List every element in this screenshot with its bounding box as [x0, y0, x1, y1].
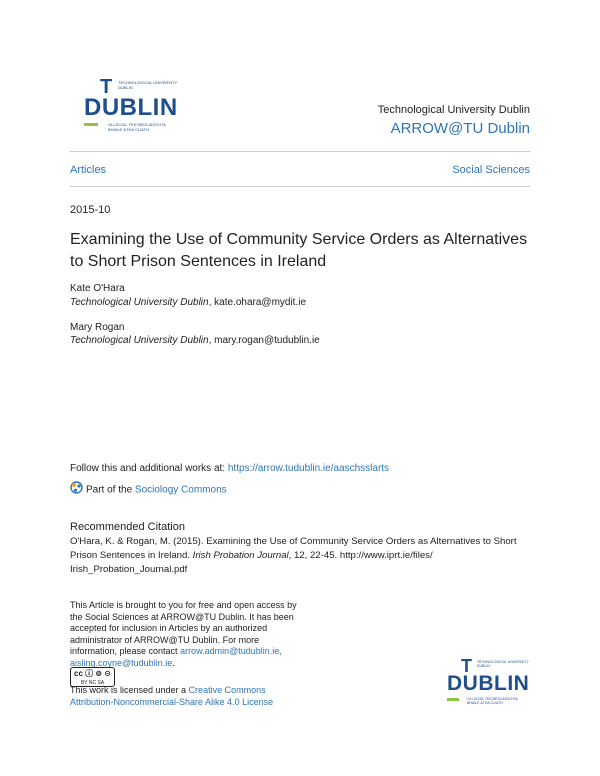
publication-date: 2015-10: [70, 204, 111, 216]
collection-url-link[interactable]: https://arrow.tudublin.ie/aaschsslarts: [227, 463, 390, 474]
articles-link[interactable]: Articles: [70, 164, 107, 176]
logo-tagline: TECHNOLOGICAL UNIVERSITY DUBLIN: [477, 660, 529, 668]
network-icon: [70, 481, 83, 499]
sociology-commons-link[interactable]: Sociology Commons: [134, 484, 227, 496]
author-email: kate.ohara@mydit.ie: [214, 297, 307, 308]
access-note-text: information, please contact: [70, 646, 181, 656]
access-note-line: This Article is brought to you for free and open access by: [70, 600, 297, 610]
author-affiliation-line: [70, 334, 320, 348]
access-note-line: [70, 646, 320, 658]
divider-top: [70, 151, 530, 152]
access-note-line: the Social Sciences at ARROW@TU Dublin. It has been: [70, 611, 294, 622]
tu-dublin-logo-bottom[interactable]: [447, 658, 537, 706]
cc-badge-symbols: cc ⓘ ⊜ ⊝: [74, 669, 111, 678]
access-note: [70, 600, 320, 669]
author-email: mary.rogan@tudublin.ie: [214, 335, 320, 346]
license-name-link[interactable]: Attribution-Noncommercial-Share Alike 4.0 License: [70, 697, 274, 707]
contact-email-link[interactable]: aisling.coyne@tudublin.ie: [70, 657, 173, 668]
logo-accent-bar: [84, 123, 98, 126]
logo-accent-bar: [447, 698, 459, 701]
citation-text: , 12, 22-45. http://www.iprt.ie/files/: [288, 550, 433, 561]
citation-text: Prison Sentences in Ireland.: [70, 550, 193, 561]
cc-badge-box: [70, 667, 115, 687]
creative-commons-link[interactable]: Creative Commons: [188, 685, 266, 695]
citation-line1: O'Hara, K. & Rogan, M. (2015). Examining the Use of Community Service Orders as Alternatives to Short: [70, 536, 517, 547]
logo-tagline: TECHNOLOGICAL UNIVERSITY DUBLIN: [118, 80, 178, 90]
logo-tagline-irish: OLLSCOIL TEICNEOLAÍOCHTA BHAILE ÁTHA CLIATH: [108, 122, 166, 132]
contact-email-link[interactable]: arrow.admin@tudublin.ie,: [180, 646, 282, 656]
logo-wordmark: DUBLIN: [84, 94, 178, 121]
access-note-text: .: [172, 657, 175, 668]
article-title-line2: to Short Prison Sentences in Ireland: [70, 253, 327, 270]
author-affiliation: Technological University Dublin: [70, 335, 209, 346]
follow-prefix: Follow this and additional works at:: [70, 463, 228, 474]
access-note-line: administrator of ARROW@TU Dublin. For more: [70, 634, 260, 645]
author-name: Kate O'Hara: [70, 283, 125, 294]
repository-link[interactable]: ARROW@TU Dublin: [390, 120, 530, 137]
logo-tagline-irish: OLLSCOIL TEICNEOLAÍOCHTA BHAILE ÁTHA CLIATH: [467, 697, 518, 705]
part-of-prefix: Part of the: [86, 484, 135, 496]
social-sciences-link[interactable]: Social Sciences: [452, 164, 530, 176]
article-title-line1: Examining the Use of Community Service Orders as Alternatives: [70, 231, 528, 248]
citation-line3: Irish_Probation_Journal.pdf: [70, 564, 188, 575]
logo-wordmark: DUBLIN: [447, 672, 530, 695]
cc-badge-sub: BY NC SA: [80, 680, 105, 686]
license-prefix: This work is licensed under a: [70, 685, 189, 695]
divider-bottom: [70, 186, 530, 187]
author-affiliation-line: [70, 296, 306, 310]
separator: ,: [208, 297, 215, 308]
access-note-line: accepted for inclusion in Articles by an authorized: [70, 623, 268, 633]
logo-t-letter: T: [461, 656, 472, 676]
citation-line2: [70, 549, 433, 563]
follow-line: [70, 462, 389, 476]
journal-name: Irish Probation Journal: [192, 550, 289, 561]
author-name: Mary Rogan: [70, 322, 125, 333]
part-of-line: [70, 481, 227, 499]
license-line1: [70, 685, 266, 697]
separator: ,: [208, 335, 215, 346]
author-affiliation: Technological University Dublin: [70, 297, 209, 308]
license-line2: [70, 697, 273, 709]
tu-dublin-logo-top[interactable]: [84, 78, 194, 138]
citation-heading: Recommended Citation: [70, 521, 185, 533]
logo-t-letter: T: [100, 76, 113, 98]
institution-name: Technological University Dublin: [377, 104, 530, 116]
